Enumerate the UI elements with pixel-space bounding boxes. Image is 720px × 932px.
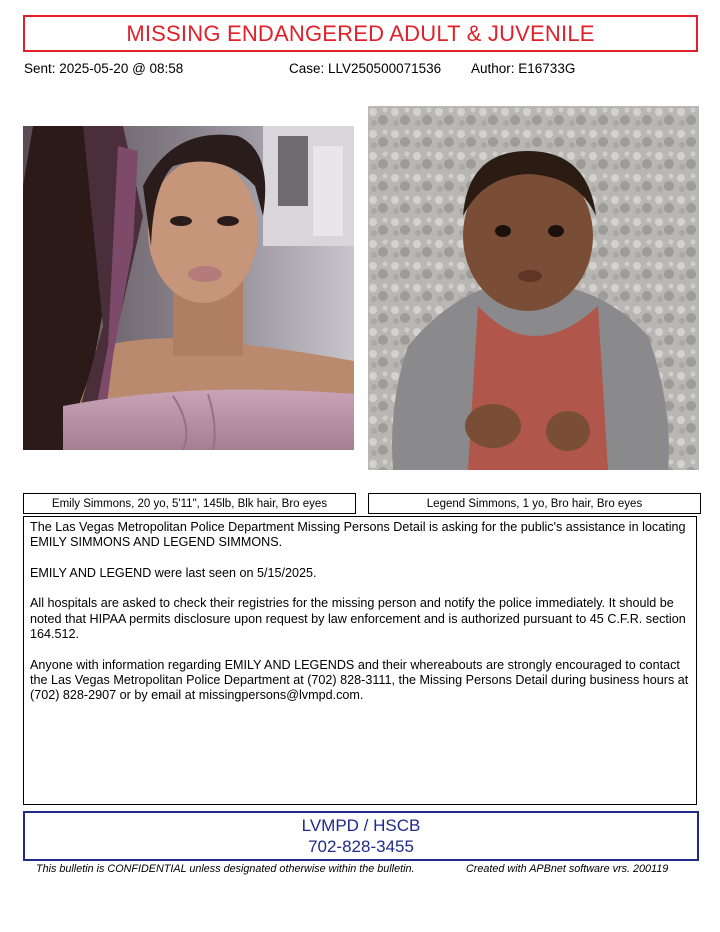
bulletin-title-box [23,15,698,52]
agency-name: LVMPD / HSCB [301,816,421,835]
case-number: Case: LLV250500071536 [289,61,442,76]
software-credit: Created with APBnet software vrs. 200119 [466,863,669,875]
body-paragraph: The Las Vegas Metropolitan Police Department Missing Persons Detail is asking for the public's assistance in locating EMILY SIMMONS AND LEGEND SIMMONS. [30,520,686,550]
contact-phone: 702-828-3455 [308,837,414,856]
caption-emily-simmons [23,493,356,514]
body-paragraph: EMILY AND LEGEND were last seen on 5/15/2025. [30,565,317,580]
caption-legend-text: Legend Simmons, 1 yo, Bro hair, Bro eyes [426,497,643,510]
body-paragraph: Anyone with information regarding EMILY AND LEGENDS and their whereabouts are strongly encouraged to contact the Las Vegas Metropolitan Police Department at (702) 828-3111, the Missing Persons Detail during business hours at (702) 828-2907 or by email at missingpersons@lvmpd.com. [30,657,689,703]
sent-date: Sent: 2025-05-20 @ 08:58 [24,61,184,76]
photo-legend-simmons [368,106,699,470]
confidential-notice: This bulletin is CONFIDENTIAL unless designated otherwise within the bulletin. [36,863,415,875]
caption-emily-text: Emily Simmons, 20 yo, 5'11", 145lb, Blk hair, Bro eyes [51,497,328,510]
author-id: Author: E16733G [471,61,576,76]
body-paragraph: All hospitals are asked to check their registries for the missing person and notify the police immediately. It should be noted that HIPAA permits disclosure upon request by law enforcement and is authorized pursuant to 45 C.F.R. section 164.512. [30,596,686,642]
bulletin-title: MISSING ENDANGERED ADULT & JUVENILE [126,20,595,46]
bulletin-body [23,516,697,805]
caption-legend-simmons [368,493,701,514]
photo-emily-simmons [23,126,354,450]
contact-box [23,811,699,861]
